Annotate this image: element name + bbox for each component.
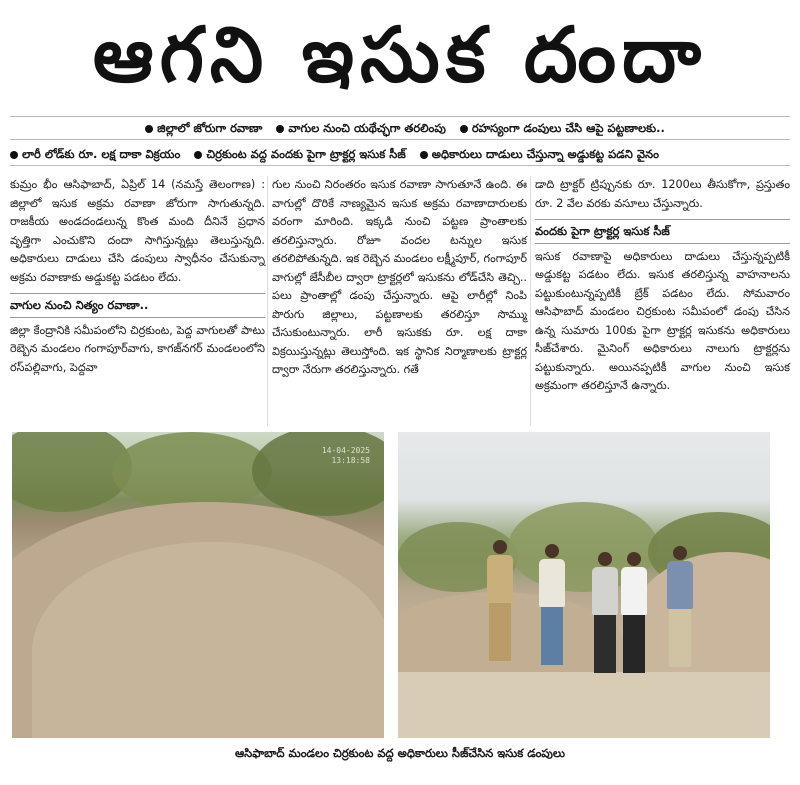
person-police-officer <box>486 540 514 661</box>
article-paragraph: డాది ట్రాక్టర్ ట్రిప్పునకు రూ. 1200లు తీసుకోగా, ప్రస్తుతం రూ. 2 వేల వరకు వసూలు చేస్తున్నారు. <box>535 178 790 210</box>
person <box>591 552 619 673</box>
sand-dump-photo <box>12 432 384 738</box>
column-divider <box>267 176 268 426</box>
highlights-row-2 <box>10 143 790 166</box>
article-paragraph: కుమ్రం భీం ఆసిఫాబాద్, ఏప్రిల్ 14 (నమస్తే తెలంగాణ) : జిల్లాలో ఇసుక అక్రమ రవాణా జోరుగా సాగుతున్నది. రాజకీయ అండదండలున్న కొంత మంది దీనినే ప్రధాన వృత్తిగా ఎంచుకొని దందా సాగిస్తున్నట్లు తెలుస్తున్నది. అధికారులు దాడులు చేసి డంపులు స్వాధీనం చేసుకున్నా అక్రమ రవాణాకు అడ్డుకట్ట పడటం లేదు. <box>10 178 265 284</box>
photo-timestamp: 14-04-2025 13:18:58 <box>321 446 370 465</box>
highlight-item: జిల్లాలో జోరుగా రవాణా <box>157 121 263 135</box>
highlight-item: చిర్రకుంట వద్ద వందకు పైగా ట్రాక్టర్ల ఇసుక సీజ్ <box>206 147 406 161</box>
highlight-item: లారీ లోడ్‌కు రూ. లక్ష దాకా విక్రయం <box>22 147 181 161</box>
ground <box>398 672 770 738</box>
highlight-item: రహస్యంగా డంపులు చేసి ఆపై పట్టణాలకు.. <box>471 121 665 135</box>
article-column-1 <box>10 176 265 377</box>
subheading: వాగుల నుంచి నిత్యం రవాణా.. <box>10 293 265 318</box>
bullet-icon <box>10 151 18 159</box>
tree-foliage <box>252 432 384 516</box>
photo-caption: ఆసిఫాబాద్ మండలం చిర్రకుంట వద్ద అధికారులు సీజ్‌చేసిన ఇసుక డంపులు <box>234 746 566 760</box>
article-column-3 <box>535 176 790 396</box>
person <box>666 546 694 667</box>
person <box>538 544 566 665</box>
article-paragraph: గుల నుంచి నిరంతరం ఇసుక రవాణా సాగుతూనే ఉంది. ఈ వాగుల్లో దొరికే నాణ్యమైన ఇసుక అక్రమ రవాణాదారులకు వరంగా మారింది. ఇక్కడి నుంచి పట్టణ ప్రాంతాలకు తరలిస్తున్నారు. రోజూ వందల టన్నుల ఇసుక తరలిపోతున్నది. ఇక రెబ్బెన మండలం లక్ష్మీపూర్, గంగాపూర్ వాగుల్లో జేసీబీల ద్వారా ట్రాక్టర్లలో ఇసుకను లోడ్‌చేసి తెచ్చి.. పలు ప్రాంతాల్లో డంపు చేస్తున్నారు. ఆపై లారీల్లో నింపి పొరుగు జిల్లాలు, పట్టణాలకు తరలిస్తూ సొమ్ము చేసుకుంటున్నారు. లారీ ఇసుకకు రూ. లక్ష దాకా విక్రయిస్తున్నట్లు తెలుస్తోంది. ఇక స్థానిక నిర్మాణాలకు ట్రాక్టర్ల ద్వారా నేరుగా తరలిస్తున్నారు. గతే <box>272 178 527 376</box>
bullet-icon <box>420 151 428 159</box>
article-paragraph: ఇసుక రవాణాపై అధికారులు దాడులు చేస్తున్నప్పటికీ అడ్డుకట్ట పడటం లేదు. ఇసుక తరలిస్తున్న వాహనాలను పట్టుకుంటున్నప్పటికీ బ్రేక్ పడటం లేదు. సోమవారం ఆసిఫాబాద్ మండలం చిర్రకుంట సమీపంలో డంపు చేసిన ఉన్న సుమారు 100కు పైగా ట్రాక్టర్ల ఇసుకను అధికారులు సీజ్‌చేశారు. మైనింగ్ అధికారులు నాలుగు ట్రాక్టర్లను పట్టుకున్నారు. అయినప్పటికీ వాగుల నుంచి ఇసుక అక్రమంగా తరలిస్తూనే ఉన్నారు. <box>535 249 790 392</box>
column-divider <box>530 176 531 426</box>
tree-foliage <box>112 432 272 512</box>
highlight-item: వాగుల నుంచి యథేచ్ఛగా తరలింపు <box>288 121 446 135</box>
headline: ఆగని ఇసుక దందా <box>92 10 708 99</box>
article-column-2 <box>272 176 527 380</box>
highlights-row-1 <box>10 116 790 140</box>
bullet-icon <box>194 151 202 159</box>
subheading: వందకు పైగా ట్రాక్టర్ల ఇసుక సీజ్ <box>535 219 790 244</box>
bullet-icon <box>276 125 284 133</box>
article-paragraph: జిల్లా కేంద్రానికి సమీపంలోని చిర్రకుంట, పెద్ద వాగులతో పాటు రెబ్బెన మండలం గంగాపూర్‌వాగు, కాగజ్‌నగర్ మండలంలోని రస్‌పల్లివాగు, పెద్దవా <box>10 323 265 374</box>
bullet-icon <box>145 125 153 133</box>
bullet-icon <box>460 125 468 133</box>
person <box>620 552 648 673</box>
highlight-item: అధికారులు దాడులు చేస్తున్నా అడ్డుకట్ట పడని వైనం <box>431 147 659 161</box>
officials-photo <box>398 432 770 738</box>
